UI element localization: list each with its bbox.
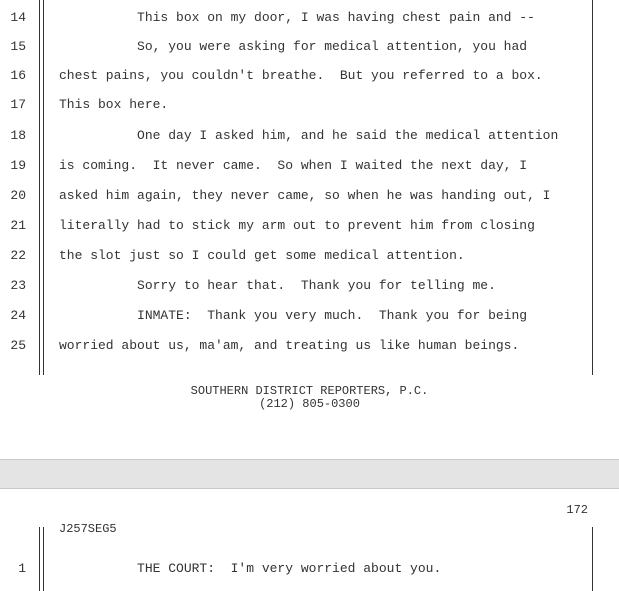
transcript-line: This box on my door, I was having chest pain and -- bbox=[59, 10, 535, 25]
transcript-line: INMATE: Thank you very much. Thank you for being bbox=[59, 308, 528, 323]
transcript-line: chest pains, you couldn't breathe. But you referred to a box. bbox=[59, 68, 543, 83]
line-number: 19 bbox=[10, 158, 26, 173]
page-number: 172 bbox=[566, 503, 588, 517]
line-number: 15 bbox=[10, 39, 26, 54]
transcript-line: One day I asked him, and he said the medical attention bbox=[59, 128, 559, 143]
transcript-line: THE COURT: I'm very worried about you. bbox=[59, 561, 442, 576]
left-margin-line-inner bbox=[43, 527, 44, 591]
right-margin-line bbox=[592, 0, 593, 375]
left-margin-line-inner bbox=[43, 0, 44, 375]
transcript-line: asked him again, they never came, so when he was handing out, I bbox=[59, 188, 551, 203]
line-number: 24 bbox=[10, 308, 26, 323]
transcript-line: literally had to stick my arm out to prevent him from closing bbox=[59, 218, 535, 233]
line-number: 20 bbox=[10, 188, 26, 203]
transcript-line: Sorry to hear that. Thank you for telling me. bbox=[59, 278, 496, 293]
reporter-name: SOUTHERN DISTRICT REPORTERS, P.C. bbox=[190, 384, 429, 398]
right-margin-line bbox=[592, 527, 593, 591]
line-number: 17 bbox=[10, 97, 26, 112]
line-number: 25 bbox=[10, 338, 26, 353]
line-number: 16 bbox=[10, 68, 26, 83]
transcript-line: the slot just so I could get some medical attention. bbox=[59, 248, 465, 263]
case-code: J257SEG5 bbox=[59, 522, 117, 536]
transcript-line: worried about us, ma'am, and treating us like human beings. bbox=[59, 338, 520, 353]
reporter-phone: (212) 805-0300 bbox=[259, 397, 360, 411]
transcript-page-172 bbox=[0, 489, 619, 591]
line-number: 14 bbox=[10, 10, 26, 25]
line-number: 1 bbox=[18, 561, 26, 576]
left-margin-line-outer bbox=[39, 0, 40, 375]
line-number: 22 bbox=[10, 248, 26, 263]
line-number: 18 bbox=[10, 128, 26, 143]
page-separator bbox=[0, 459, 619, 489]
transcript-line: This box here. bbox=[59, 97, 169, 112]
transcript-line: So, you were asking for medical attention, you had bbox=[59, 39, 528, 54]
left-margin-line-outer bbox=[39, 527, 40, 591]
transcript-line: is coming. It never came. So when I waited the next day, I bbox=[59, 158, 528, 173]
line-number: 21 bbox=[10, 218, 26, 233]
line-number: 23 bbox=[10, 278, 26, 293]
